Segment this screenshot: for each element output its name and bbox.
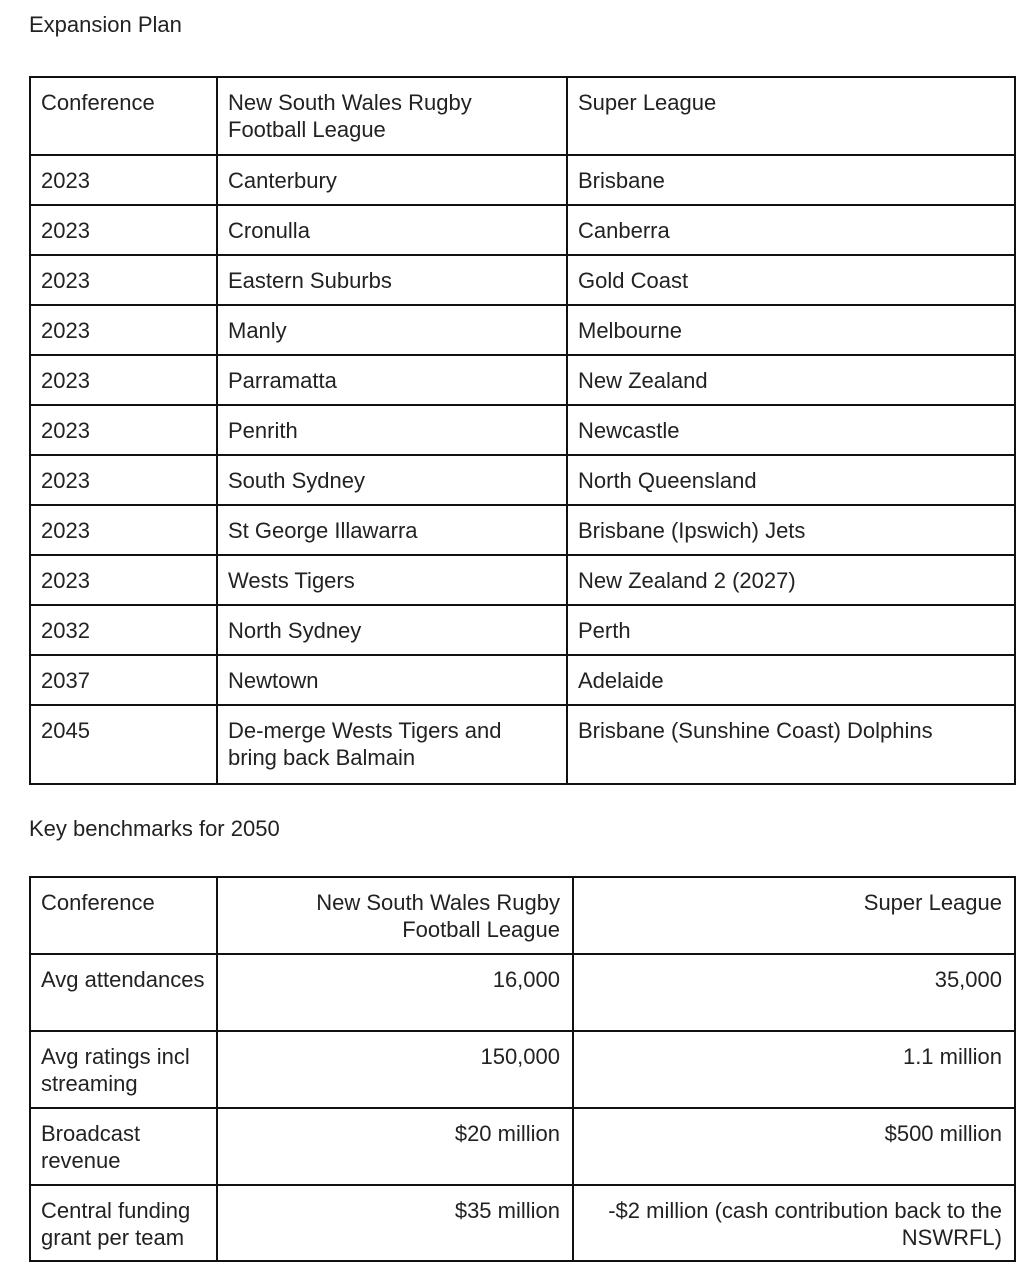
table-row <box>30 355 1015 405</box>
table-cell: 2023 <box>30 455 217 505</box>
table-cell: $20 million <box>217 1108 573 1185</box>
table-header-row <box>30 77 1015 155</box>
table-cell: 1.1 million <box>573 1031 1015 1108</box>
header-cell: Conference <box>30 877 217 954</box>
table-row <box>30 205 1015 255</box>
header-cell: New South Wales Rugby Football League <box>217 77 567 155</box>
table-cell: -$2 million (cash contribution back to the NSWRFL) <box>573 1185 1015 1261</box>
table-cell: Brisbane (Sunshine Coast) Dolphins <box>567 705 1015 784</box>
table-cell: Canberra <box>567 205 1015 255</box>
table-cell: Canterbury <box>217 155 567 205</box>
expansion-plan-table <box>29 76 1016 785</box>
table-row <box>30 555 1015 605</box>
table-cell: $35 million <box>217 1185 573 1261</box>
table-cell: 2023 <box>30 555 217 605</box>
table-row <box>30 305 1015 355</box>
table-cell: Penrith <box>217 405 567 455</box>
table-cell: New Zealand <box>567 355 1015 405</box>
table-row <box>30 1185 1015 1261</box>
table-cell: Brisbane (Ipswich) Jets <box>567 505 1015 555</box>
table-cell: Gold Coast <box>567 255 1015 305</box>
header-cell: Super League <box>567 77 1015 155</box>
table-cell: Melbourne <box>567 305 1015 355</box>
table-cell: North Sydney <box>217 605 567 655</box>
table-cell: 2032 <box>30 605 217 655</box>
table-cell: Perth <box>567 605 1015 655</box>
table-cell: 2023 <box>30 405 217 455</box>
table-cell: Broadcast revenue <box>30 1108 217 1185</box>
table-row <box>30 705 1015 784</box>
table-row <box>30 655 1015 705</box>
table-cell: 2023 <box>30 505 217 555</box>
table-cell: 2045 <box>30 705 217 784</box>
table-cell: St George Illawarra <box>217 505 567 555</box>
table-cell: 2023 <box>30 305 217 355</box>
table-cell: South Sydney <box>217 455 567 505</box>
table-cell: Avg ratings incl streaming <box>30 1031 217 1108</box>
header-cell: Conference <box>30 77 217 155</box>
table-cell: 2037 <box>30 655 217 705</box>
table-row <box>30 455 1015 505</box>
table-row <box>30 1031 1015 1108</box>
table-cell: Adelaide <box>567 655 1015 705</box>
table-row <box>30 1108 1015 1185</box>
table-row <box>30 505 1015 555</box>
header-cell: New South Wales Rugby Football League <box>217 877 573 954</box>
table-cell: North Queensland <box>567 455 1015 505</box>
table-cell: 2023 <box>30 355 217 405</box>
key-benchmarks-heading: Key benchmarks for 2050 <box>29 816 280 841</box>
expansion-plan-heading: Expansion Plan <box>29 12 182 37</box>
table-cell: 35,000 <box>573 954 1015 1031</box>
table-cell: Wests Tigers <box>217 555 567 605</box>
table-cell: Manly <box>217 305 567 355</box>
table-cell: Newtown <box>217 655 567 705</box>
table-cell: Eastern Suburbs <box>217 255 567 305</box>
table-cell: 2023 <box>30 255 217 305</box>
table-cell: Avg attendances <box>30 954 217 1031</box>
table-cell: 16,000 <box>217 954 573 1031</box>
table-cell: Central funding grant per team <box>30 1185 217 1261</box>
table-header-row <box>30 877 1015 954</box>
table-row <box>30 954 1015 1031</box>
table-row <box>30 255 1015 305</box>
table-cell: Parramatta <box>217 355 567 405</box>
table-cell: 2023 <box>30 205 217 255</box>
table-cell: $500 million <box>573 1108 1015 1185</box>
table-cell: New Zealand 2 (2027) <box>567 555 1015 605</box>
table-row <box>30 155 1015 205</box>
header-cell: Super League <box>573 877 1015 954</box>
table-cell: 150,000 <box>217 1031 573 1108</box>
table-cell: De-merge Wests Tigers and bring back Balmain <box>217 705 567 784</box>
key-benchmarks-table <box>29 876 1016 1262</box>
table-cell: Brisbane <box>567 155 1015 205</box>
table-row <box>30 405 1015 455</box>
table-cell: Newcastle <box>567 405 1015 455</box>
table-row <box>30 605 1015 655</box>
table-cell: Cronulla <box>217 205 567 255</box>
table-cell: 2023 <box>30 155 217 205</box>
